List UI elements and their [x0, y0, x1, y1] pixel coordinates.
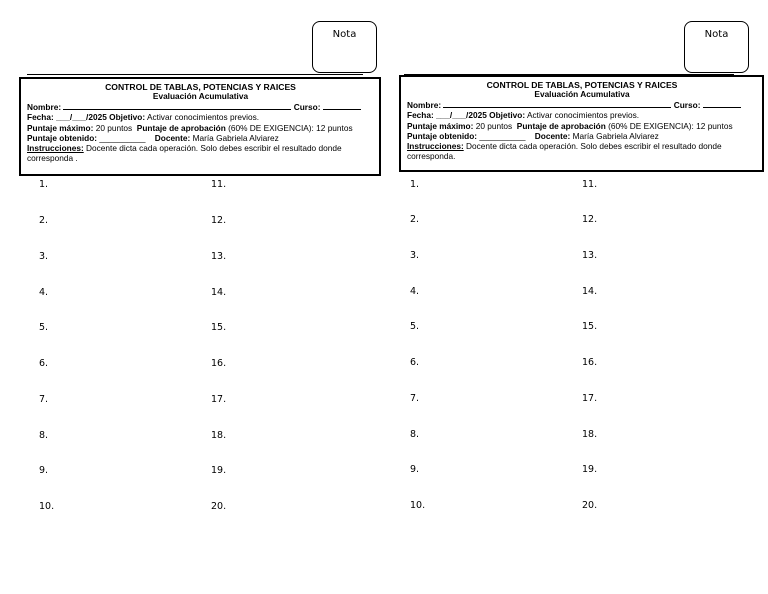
instrucciones-text: Docente dicta cada operación. Solo debes escribir el resultado donde corresponda . [27, 143, 342, 164]
worksheet-right [384, 0, 768, 594]
question-4: 4. [410, 286, 420, 297]
question-16: 16. [211, 358, 227, 369]
nota-box [684, 21, 749, 73]
fecha-value[interactable]: ___/___/2025 [436, 110, 487, 121]
puntaje-aprob-label: Puntaje de aprobación [516, 120, 606, 131]
objetivo-text: Activar conocimientos previos. [526, 110, 640, 121]
question-1: 1. [39, 179, 49, 190]
question-13: 13. [582, 250, 598, 261]
objetivo-label: Objetivo: [489, 110, 526, 121]
question-9: 9. [410, 464, 420, 475]
question-14: 14. [582, 286, 598, 297]
fecha-row [27, 112, 374, 122]
puntaje-max-value: 20 puntos [475, 120, 513, 131]
docente-label: Docente: [154, 132, 191, 143]
nombre-blank[interactable] [443, 99, 671, 108]
nombre-label: Nombre: [407, 100, 442, 110]
question-18: 18. [211, 430, 227, 441]
objetivo-label: Objetivo: [109, 112, 146, 123]
instrucciones-text: Docente dicta cada operación. Solo debes escribir el resultado donde corresponda. [407, 141, 722, 162]
nombre-row [27, 101, 374, 112]
curso-label: Curso: [673, 100, 701, 110]
question-9: 9. [39, 465, 49, 476]
question-15: 15. [582, 321, 598, 332]
nota-label: Nota [704, 29, 729, 40]
nota-box [312, 21, 377, 73]
question-8: 8. [39, 430, 49, 441]
fecha-value[interactable]: ___/___/2025 [56, 112, 107, 123]
question-16: 16. [582, 357, 598, 368]
question-2: 2. [39, 215, 49, 226]
question-4: 4. [39, 287, 49, 298]
worksheet-title: CONTROL DE TABLAS, POTENCIAS Y RAICES [105, 82, 296, 92]
puntaje-aprob-value: (60% DE EXIGENCIA): 12 puntos [608, 120, 733, 131]
question-11: 11. [211, 179, 227, 190]
instrucciones-label: Instrucciones: [407, 141, 464, 152]
curso-blank[interactable] [323, 101, 361, 110]
nombre-row [407, 99, 757, 110]
curso-label: Curso: [293, 102, 321, 112]
nota-underline [27, 74, 363, 75]
fecha-label: Fecha: [407, 110, 434, 121]
puntaje-max-label: Puntaje máximo: [27, 122, 94, 133]
question-19: 19. [211, 465, 227, 476]
question-18: 18. [582, 429, 598, 440]
worksheet-title: CONTROL DE TABLAS, POTENCIAS Y RAICES [486, 80, 678, 90]
question-5: 5. [39, 322, 49, 333]
fecha-label: Fecha: [27, 112, 54, 123]
puntaje-aprob-value: (60% DE EXIGENCIA): 12 puntos [228, 122, 353, 133]
question-3: 3. [410, 250, 420, 261]
question-5: 5. [410, 321, 420, 332]
instrucciones-row [27, 143, 374, 164]
puntaje-aprob-label: Puntaje de aprobación [136, 122, 226, 133]
worksheet-subtitle: Evaluación Acumulativa [534, 89, 630, 99]
instrucciones-label: Instrucciones: [27, 143, 84, 154]
instrucciones-row [407, 141, 757, 162]
obtenido-row [27, 133, 374, 143]
docente-label: Docente: [534, 130, 571, 141]
header-box [399, 75, 764, 172]
question-3: 3. [39, 251, 49, 262]
question-6: 6. [410, 357, 420, 368]
worksheet-subtitle: Evaluación Acumulativa [152, 91, 249, 101]
question-20: 20. [582, 500, 598, 511]
question-10: 10. [39, 501, 55, 512]
question-7: 7. [39, 394, 49, 405]
question-14: 14. [211, 287, 227, 298]
question-6: 6. [39, 358, 49, 369]
puntaje-obt-blank[interactable]: __________ [479, 130, 526, 141]
question-8: 8. [410, 429, 420, 440]
puntaje-max-value: 20 puntos [95, 122, 133, 133]
puntaje-obt-label: Puntaje obtenido: [27, 132, 98, 143]
obtenido-row [407, 131, 757, 141]
puntaje-row [27, 123, 374, 133]
nombre-label: Nombre: [27, 102, 62, 112]
question-11: 11. [582, 179, 598, 190]
header-box [19, 77, 381, 176]
question-20: 20. [211, 501, 227, 512]
puntaje-obt-label: Puntaje obtenido: [407, 130, 478, 141]
question-1: 1. [410, 179, 420, 190]
question-15: 15. [211, 322, 227, 333]
puntaje-obt-blank[interactable]: __________ [99, 132, 146, 143]
question-17: 17. [211, 394, 227, 405]
docente-value: María Gabriela Alviarez [572, 130, 659, 141]
docente-value: María Gabriela Alviarez [192, 132, 279, 143]
question-13: 13. [211, 251, 227, 262]
nombre-blank[interactable] [63, 101, 291, 110]
question-10: 10. [410, 500, 426, 511]
question-19: 19. [582, 464, 598, 475]
question-7: 7. [410, 393, 420, 404]
nota-label: Nota [332, 29, 357, 40]
fecha-row [407, 110, 757, 120]
question-17: 17. [582, 393, 598, 404]
objetivo-text: Activar conocimientos previos. [146, 112, 260, 123]
puntaje-row [407, 121, 757, 131]
puntaje-max-label: Puntaje máximo: [407, 120, 474, 131]
question-2: 2. [410, 214, 420, 225]
curso-blank[interactable] [703, 99, 741, 108]
question-12: 12. [582, 214, 598, 225]
question-12: 12. [211, 215, 227, 226]
